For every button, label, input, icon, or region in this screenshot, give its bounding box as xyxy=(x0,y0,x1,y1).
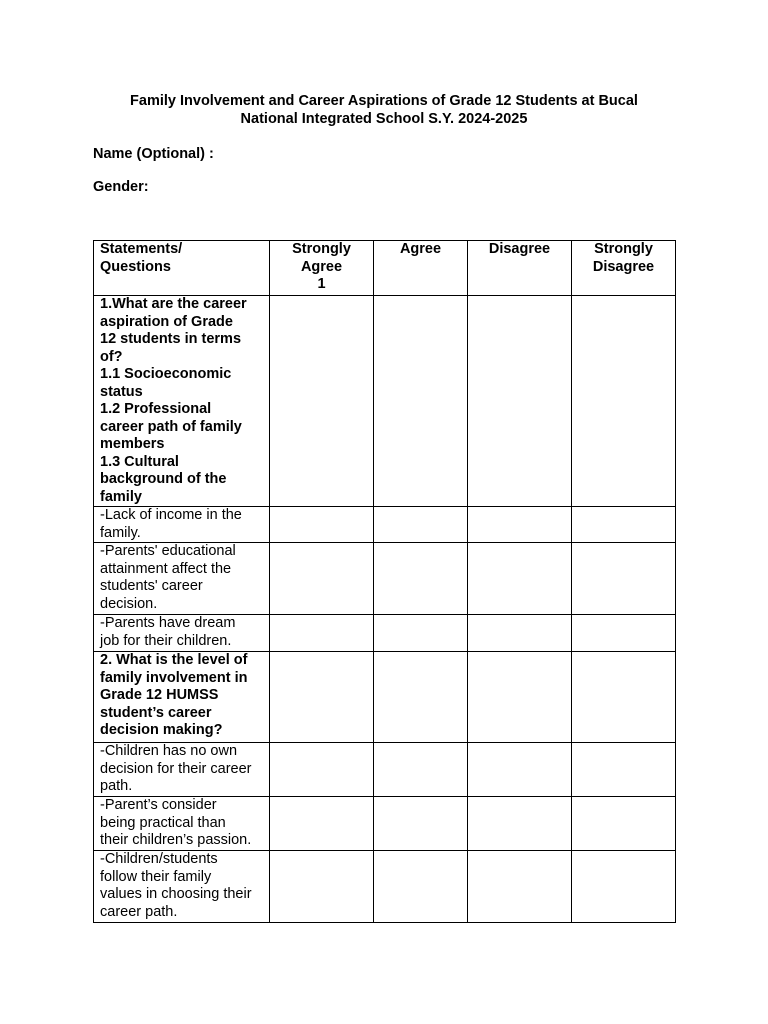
statement-line: decision for their career xyxy=(100,760,252,777)
statement-line: members xyxy=(100,436,165,452)
strongly-agree-cell[interactable] xyxy=(270,543,374,615)
statement-line: students' career xyxy=(100,578,203,594)
strongly-disagree-cell[interactable] xyxy=(572,296,676,507)
statement-line: values in choosing their xyxy=(100,886,252,902)
statement-line: 12 students in terms xyxy=(100,331,242,347)
agree-cell[interactable] xyxy=(374,296,468,507)
statement-line: status xyxy=(100,383,143,400)
table-row xyxy=(94,296,676,507)
statement-line: follow their family xyxy=(100,868,212,885)
statement-line: being practical than xyxy=(100,814,226,831)
strongly-agree-cell[interactable] xyxy=(270,743,374,797)
strongly-disagree-cell[interactable] xyxy=(572,797,676,851)
statement-cell xyxy=(94,851,270,923)
statement-cell xyxy=(94,543,270,615)
agree-cell[interactable] xyxy=(374,543,468,615)
statement-line: career path of family xyxy=(100,418,242,435)
statement-line: Grade 12 HUMSS xyxy=(100,687,219,703)
document-title xyxy=(93,92,675,128)
title-line-1: Family Involvement and Career Aspirations of Grade 12 Students at Bucal xyxy=(130,93,638,109)
disagree-cell[interactable] xyxy=(468,797,572,851)
statement-line: career path. xyxy=(100,903,178,920)
table-row xyxy=(94,543,676,615)
agree-cell[interactable] xyxy=(374,615,468,652)
table-row xyxy=(94,797,676,851)
statement-line: attainment affect the xyxy=(100,560,232,577)
statement-line: student’s career xyxy=(100,704,212,721)
table-row xyxy=(94,851,676,923)
disagree-cell[interactable] xyxy=(468,296,572,507)
statement-line: path. xyxy=(100,778,133,794)
header-strongly-agree: Strongly Agree 1 xyxy=(270,241,374,296)
statement-line: 2. What is the level of xyxy=(100,652,248,668)
statement-line: family involvement in xyxy=(100,669,248,686)
agree-cell[interactable] xyxy=(374,851,468,923)
table-row xyxy=(94,743,676,797)
statement-line: 1.2 Professional xyxy=(100,401,212,417)
statement-line: 1.3 Cultural xyxy=(100,453,179,470)
disagree-cell[interactable] xyxy=(468,507,572,543)
header-statements: Statements/ Questions xyxy=(94,241,270,296)
disagree-cell[interactable] xyxy=(468,743,572,797)
strongly-agree-cell[interactable] xyxy=(270,296,374,507)
statement-line: aspiration of Grade xyxy=(100,313,233,330)
statement-line: decision. xyxy=(100,595,158,612)
strongly-agree-cell[interactable] xyxy=(270,652,374,743)
survey-table xyxy=(93,240,676,923)
disagree-cell[interactable] xyxy=(468,543,572,615)
disagree-cell[interactable] xyxy=(468,851,572,923)
strongly-agree-cell[interactable] xyxy=(270,615,374,652)
statement-line: -Parent’s consider xyxy=(100,797,217,813)
title-line-2: National Integrated School S.Y. 2024-2025 xyxy=(240,111,528,127)
statement-line: -Lack of income in the xyxy=(100,507,242,523)
statement-line: of? xyxy=(100,348,123,365)
statement-line: -Children/students xyxy=(100,851,218,867)
statement-cell xyxy=(94,743,270,797)
statement-cell xyxy=(94,296,270,507)
strongly-agree-cell[interactable] xyxy=(270,851,374,923)
strongly-disagree-cell[interactable] xyxy=(572,652,676,743)
header-agree: Agree xyxy=(374,241,468,296)
strongly-disagree-cell[interactable] xyxy=(572,615,676,652)
statement-cell xyxy=(94,652,270,743)
statement-line: 1.What are the career xyxy=(100,296,247,312)
strongly-disagree-cell[interactable] xyxy=(572,507,676,543)
statement-line: decision making? xyxy=(100,722,223,738)
agree-cell[interactable] xyxy=(374,797,468,851)
header-strongly-disagree: Strongly Disagree xyxy=(572,241,676,296)
statement-line: 1.1 Socioeconomic xyxy=(100,366,232,382)
statement-line: their children’s passion. xyxy=(100,832,252,848)
strongly-agree-cell[interactable] xyxy=(270,507,374,543)
disagree-cell[interactable] xyxy=(468,615,572,652)
agree-cell[interactable] xyxy=(374,507,468,543)
agree-cell[interactable] xyxy=(374,652,468,743)
strongly-disagree-cell[interactable] xyxy=(572,543,676,615)
strongly-agree-cell[interactable] xyxy=(270,797,374,851)
agree-cell[interactable] xyxy=(374,743,468,797)
statement-line: -Parents' educational xyxy=(100,543,236,559)
statement-cell xyxy=(94,797,270,851)
name-field-label: Name (Optional) : xyxy=(93,146,214,162)
table-row xyxy=(94,652,676,743)
statement-cell xyxy=(94,507,270,543)
statement-cell xyxy=(94,615,270,652)
gender-field-label: Gender: xyxy=(93,179,149,195)
statement-line: background of the xyxy=(100,471,227,487)
statement-line: job for their children. xyxy=(100,632,232,649)
statement-line: -Children has no own xyxy=(100,743,238,759)
header-disagree: Disagree xyxy=(468,241,572,296)
strongly-disagree-cell[interactable] xyxy=(572,851,676,923)
table-row xyxy=(94,615,676,652)
disagree-cell[interactable] xyxy=(468,652,572,743)
statement-line: -Parents have dream xyxy=(100,615,236,631)
statement-line: family xyxy=(100,488,142,505)
table-header-row xyxy=(94,241,676,296)
table-row xyxy=(94,507,676,543)
strongly-disagree-cell[interactable] xyxy=(572,743,676,797)
statement-line: family. xyxy=(100,524,141,541)
